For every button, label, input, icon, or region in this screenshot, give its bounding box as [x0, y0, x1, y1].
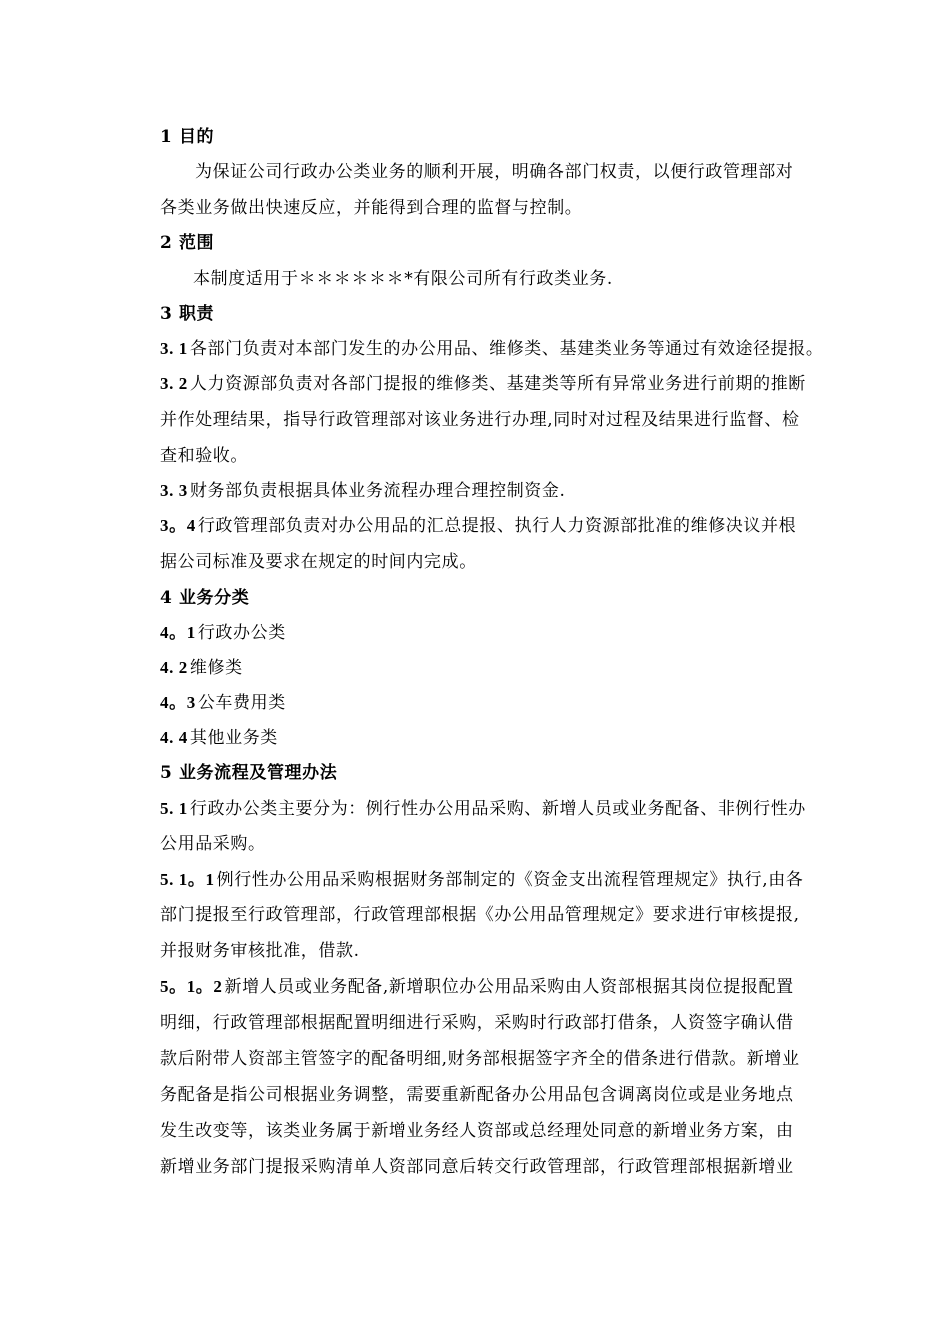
item-text: 行政办公类 — [197, 623, 286, 643]
list-item — [160, 870, 803, 890]
paragraph-line: 并报财务审核批准，借款. — [160, 941, 360, 961]
item-number: 5. 1。1 — [160, 870, 215, 889]
paragraph-line: 公用品采购。 — [160, 834, 266, 854]
item-number: 3. 2 — [160, 374, 188, 393]
item-number: 4。3 — [160, 693, 196, 712]
paragraph-line: 据公司标准及要求在规定的时间内完成。 — [160, 552, 477, 572]
paragraph-line: 本制度适用于＊＊＊＊＊＊*有限公司所有行政类业务. — [193, 269, 613, 289]
list-item — [160, 481, 566, 501]
list-item — [160, 658, 243, 678]
item-text: 财务部负责根据具体业务流程办理合理控制资金. — [189, 481, 566, 501]
item-text: 新增人员或业务配备,新增职位办公用品采购由人资部根据其岗位提报配置 — [224, 977, 794, 997]
paragraph-line: 为保证公司行政办公类业务的顺利开展，明确各部门权责，以便行政管理部对 — [195, 162, 794, 182]
section-heading: 2 范围 — [160, 233, 215, 253]
section-heading: 1 目的 — [160, 127, 215, 147]
item-text: 人力资源部负责对各部门提报的维修类、基建类等所有异常业务进行前期的推断 — [189, 374, 806, 394]
paragraph-line: 发生改变等，该类业务属于新增业务经人资部或总经理处同意的新增业务方案，由 — [160, 1121, 794, 1141]
item-text: 行政办公类主要分为：例行性办公用品采购、新增人员或业务配备、非例行性办 — [189, 799, 806, 819]
item-number: 4. 4 — [160, 728, 188, 747]
paragraph-line: 部门提报至行政管理部，行政管理部根据《办公用品管理规定》要求进行审核提报, — [160, 905, 800, 925]
list-item — [160, 693, 286, 713]
paragraph-line: 款后附带人资部主管签字的配备明细,财务部根据签字齐全的借条进行借款。新增业 — [160, 1049, 800, 1069]
section-heading: 5 业务流程及管理办法 — [160, 763, 338, 783]
item-number: 3。4 — [160, 516, 196, 535]
item-number: 5。1。2 — [160, 977, 223, 996]
section-heading: 3 职责 — [160, 304, 215, 324]
paragraph-line: 新增业务部门提报采购清单人资部同意后转交行政管理部，行政管理部根据新增业 — [160, 1157, 794, 1177]
list-item — [160, 516, 796, 536]
paragraph-line: 并作处理结果，指导行政管理部对该业务进行办理,同时对过程及结果进行监督、检 — [160, 410, 800, 430]
list-item — [160, 374, 806, 394]
item-text: 各部门负责对本部门发生的办公用品、维修类、基建类业务等通过有效途径提报。 — [189, 339, 824, 359]
paragraph-line: 明细，行政管理部根据配置明细进行采购，采购时行政部打借条，人资签字确认借 — [160, 1013, 794, 1033]
item-number: 3. 3 — [160, 481, 188, 500]
list-item — [160, 799, 806, 819]
item-text: 其他业务类 — [189, 728, 278, 748]
list-item — [160, 728, 278, 748]
item-number: 4。1 — [160, 623, 196, 642]
paragraph-line: 务配备是指公司根据业务调整，需要重新配备办公用品包含调离岗位或是业务地点 — [160, 1085, 794, 1105]
item-number: 5. 1 — [160, 799, 188, 818]
item-text: 行政管理部负责对办公用品的汇总提报、执行人力资源部批准的维修决议并根 — [197, 516, 797, 536]
item-number: 4. 2 — [160, 658, 188, 677]
section-heading: 4 业务分类 — [160, 588, 250, 608]
item-text: 维修类 — [189, 658, 243, 678]
list-item — [160, 977, 794, 997]
item-text: 公车费用类 — [197, 693, 286, 713]
list-item — [160, 623, 286, 643]
paragraph-line: 各类业务做出快速反应，并能得到合理的监督与控制。 — [160, 198, 583, 218]
item-text: 例行性办公用品采购根据财务部制定的《资金支出流程管理规定》执行,由各 — [216, 870, 804, 890]
item-number: 3. 1 — [160, 339, 188, 358]
paragraph-line: 查和验收。 — [160, 446, 248, 466]
list-item — [160, 339, 824, 359]
